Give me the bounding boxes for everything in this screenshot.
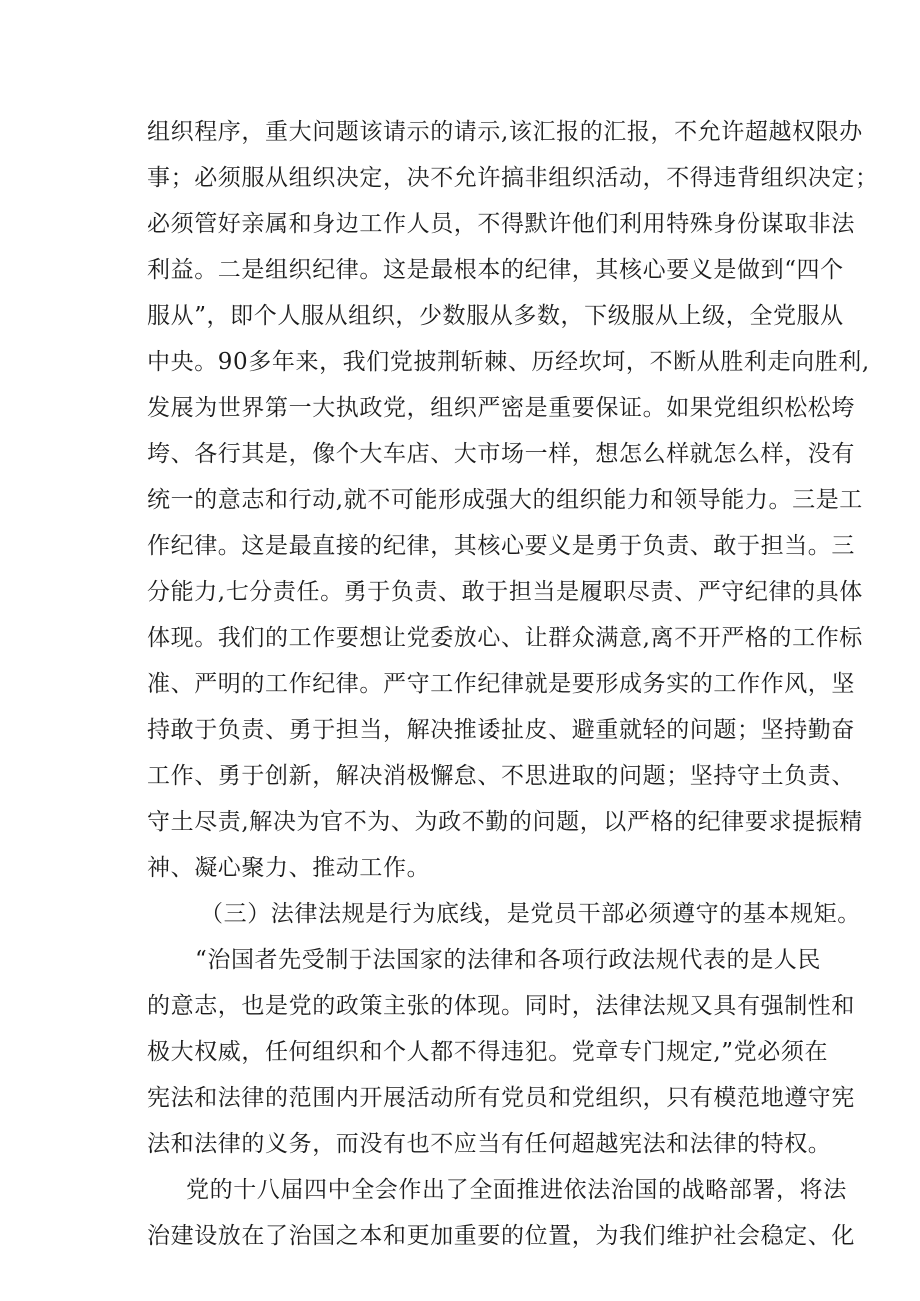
text-line: 准、严明的工作纪律。严守工作纪律就是要形成务实的工作作风，坚 bbox=[147, 671, 855, 697]
text-line: 的意志，也是党的政策主张的体现。同时，法律法规又具有强制性和 bbox=[147, 993, 855, 1019]
text-line: 利益。二是组织纪律。这是最根本的纪律，其核心要义是做到“四个 bbox=[147, 257, 844, 283]
text-line: “治国者先受制于法国家的法律和各项行政法规代表的是人民 bbox=[195, 947, 821, 973]
text-line: 服从”，即个人服从组织，少数服从多数，下级服从上级，全党服从 bbox=[147, 303, 844, 329]
text-line: 体现。我们的工作要想让党委放心、让群众满意,离不开严格的工作标 bbox=[147, 625, 863, 651]
text-line: 治建设放在了治国之本和更加重要的位置，为我们维护社会稳定、化 bbox=[147, 1223, 855, 1249]
text-line: 统一的意志和行动,就不可能形成强大的组织能力和领导能力。三是工 bbox=[147, 487, 863, 513]
text-line: 党的十八届四中全会作出了全面推进依法治国的战略部署，将法 bbox=[186, 1177, 847, 1203]
text-line: 神、凝心聚力、推动工作。 bbox=[147, 855, 431, 881]
text-line: 极大权威，任何组织和个人都不得违犯。党章专门规定,”党必须在 bbox=[147, 1039, 829, 1065]
text-line: 组织程序，重大问题该请示的请示,该汇报的汇报，不允许超越权限办 bbox=[147, 119, 863, 145]
text-line: 事；必须服从组织决定，决不允许搞非组织活动，不得违背组织决定； bbox=[147, 165, 879, 191]
text-line: 作纪律。这是最直接的纪律，其核心要义是勇于负责、敢于担当。三 bbox=[147, 533, 855, 559]
text-line: 发展为世界第一大执政党，组织严密是重要保证。如果党组织松松垮 bbox=[147, 395, 855, 421]
text-line: 必须管好亲属和身边工作人员，不得默许他们利用特殊身份谋取非法 bbox=[147, 211, 855, 237]
text-line: 工作、勇于创新，解决消极懈怠、不思进取的问题；坚持守土负责、 bbox=[147, 763, 855, 789]
text-line: 宪法和法律的范围内开展活动所有党员和党组织，只有模范地遵守宪 bbox=[147, 1085, 855, 1111]
section-heading: （三）法律法规是行为底线，是党员干部必须遵守的基本规矩。 bbox=[200, 901, 861, 927]
text-line: 垮、各行其是，像个大车店、大市场一样，想怎么样就怎么样，没有 bbox=[147, 441, 855, 467]
text-line: 法和法律的义务，而没有也不应当有任何超越宪法和法律的特权。 bbox=[147, 1131, 832, 1157]
text-line: 分能力,七分责任。勇于负责、敢于担当是履职尽责、严守纪律的具体 bbox=[147, 579, 863, 605]
text-line: 持敢于负责、勇于担当，解决推诿扯皮、避重就轻的问题；坚持勤奋 bbox=[147, 717, 855, 743]
text-line: 守土尽责,解决为官不为、为政不勤的问题，以严格的纪律要求提振精 bbox=[147, 809, 863, 835]
text-line: 中央。90多年来，我们党披荆斩棘、历经坎坷，不断从胜利走向胜利, bbox=[147, 349, 870, 375]
